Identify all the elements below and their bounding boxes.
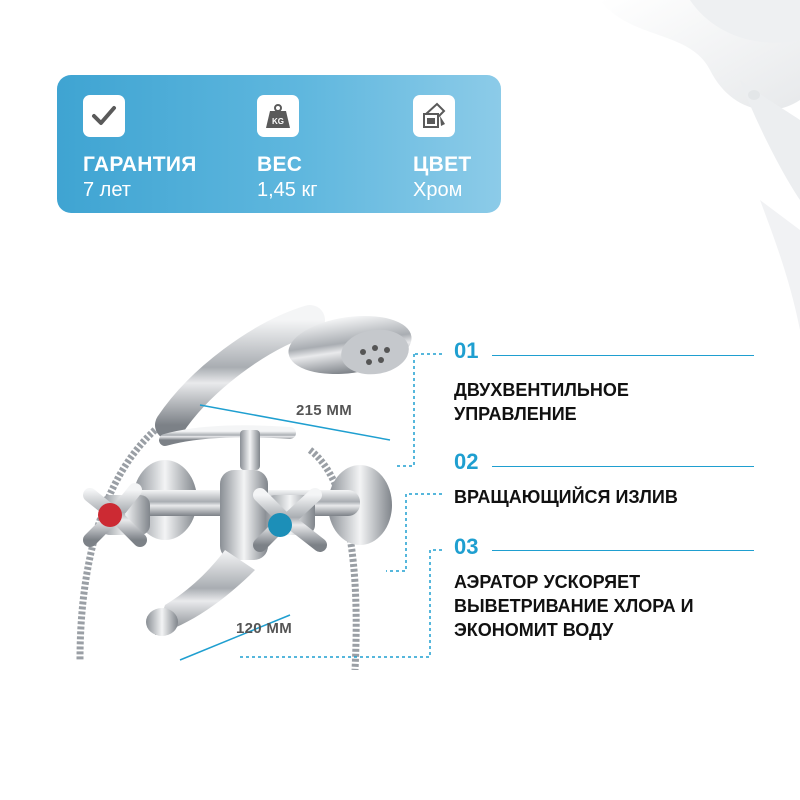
feature-text: АЭРАТОР УСКОРЯЕТ ВЫВЕТРИВАНИЕ ХЛОРА И ЭКОНОМИТ ВОДУ [454, 572, 694, 640]
dimension-width-label: 215 ММ [296, 402, 352, 419]
dimension-spout-label: 120 ММ [236, 620, 292, 637]
feature-number: 02 [454, 449, 479, 474]
feature-02-line [492, 466, 754, 467]
feature-text: ДВУХВЕНТИЛЬНОЕ УПРАВЛЕНИЕ [454, 380, 629, 424]
feature-number: 01 [454, 338, 479, 363]
weight-icon-text: KG [272, 117, 284, 126]
feature-number: 03 [454, 534, 479, 559]
feature-02 [454, 449, 754, 509]
feature-01 [454, 338, 674, 426]
spec-value: 1,45 кг [257, 179, 318, 201]
spec-title: ВЕС [257, 153, 303, 176]
spec-value: Хром [413, 179, 463, 201]
feature-text: ВРАЩАЮЩИЙСЯ ИЗЛИВ [454, 487, 678, 507]
spec-title: ГАРАНТИЯ [83, 153, 197, 176]
spec-value: 7 лет [83, 179, 131, 201]
feature-01-line [492, 355, 754, 356]
feature-03-line [492, 550, 754, 551]
spec-title: ЦВЕТ [413, 153, 472, 176]
